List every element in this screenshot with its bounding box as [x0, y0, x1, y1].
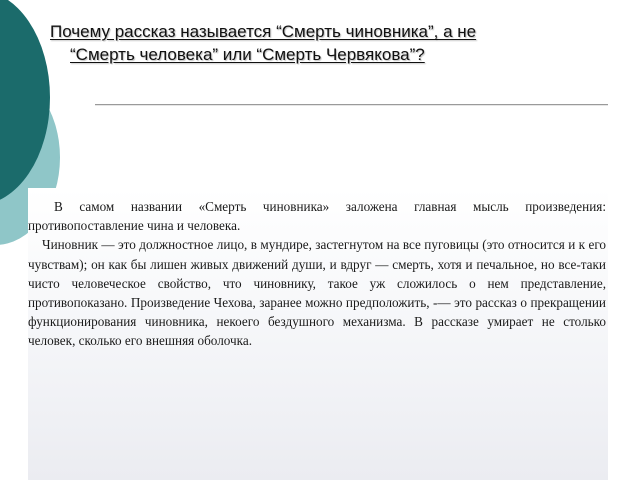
- slide-title-line-2: “Смерть человека” или “Смерть Червякова”?: [70, 45, 425, 64]
- body-paragraph-2: Чиновник — это должностное лицо, в мундире, застегнутом на все пуговицы (это относится и к его чувствам); он как бы лишен живых движений души, и вдруг — смерть, хотя и печальное, но все-таки чисто человеческое свойство, что чиновнику, такое уж сложилось о нем представление, противопоказано. Произведение Чехова, заранее можно предположить, -— это рассказ о прекращении функционирования чиновника, некоего бездушного механизма. В рассказе умирает не столько человек, сколько его внешняя оболочка.: [28, 237, 606, 349]
- body-text: [28, 197, 606, 351]
- slide-title: [50, 20, 610, 66]
- body-paragraph-1: В самом названии «Смерть чиновника» заложена главная мысль произведения: противопоставление чина и человека.: [28, 199, 606, 234]
- title-divider: [95, 104, 608, 105]
- slide-title-line-1: Почему рассказ называется “Смерть чиновника”, а не: [50, 22, 477, 41]
